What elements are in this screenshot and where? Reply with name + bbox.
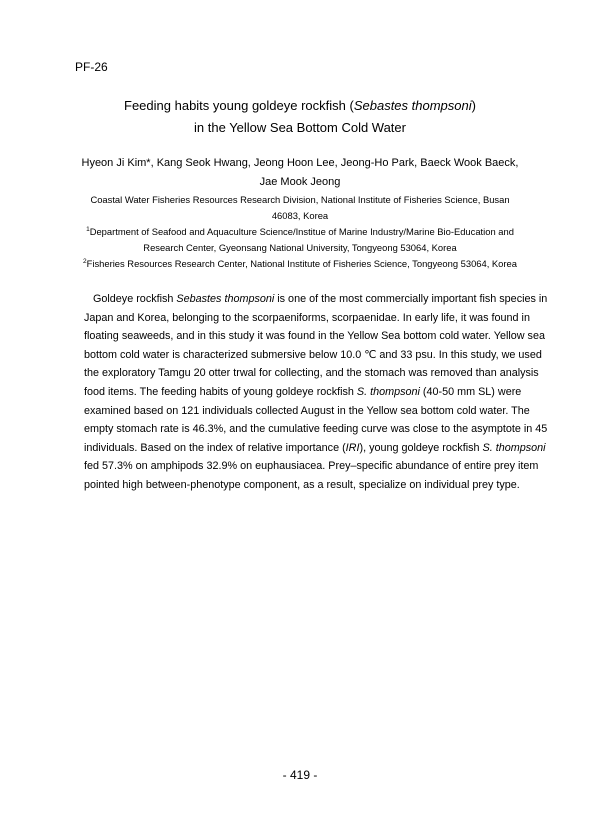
abstract-line-3: floating seaweeds, and in this study it was found in the Yellow Sea bottom cold water. Yellow sea — [84, 330, 545, 343]
iri-italic: IRI — [345, 441, 360, 454]
species-italic: S. thompsoni — [482, 441, 546, 454]
affiliation-2-line-1 — [70, 256, 530, 272]
title-species-italic: Sebastes thompsoni — [353, 98, 472, 113]
page-number: - 419 - — [282, 768, 318, 782]
abstract-text: individuals. Based on the index of relative importance ( — [84, 441, 346, 454]
abstract-text: (40-50 mm SL) were — [419, 385, 522, 398]
authors-line-2: Jae Mook Jeong — [259, 176, 341, 188]
abstract-line-11: pointed high between-phenotype component, as a result, specialize on individual prey type. — [84, 478, 520, 491]
author-list — [70, 154, 530, 192]
affiliation-0-line-2: 46083, Korea — [271, 210, 329, 221]
authors-line-1: Hyeon Ji Kim*, Kang Seok Hwang, Jeong Hoon Lee, Jeong-Ho Park, Baeck Wook Baeck, — [81, 157, 519, 169]
affiliation-2-text: Fisheries Resources Research Center, National Institute of Fisheries Science, Tongyeong 53064, Korea — [86, 258, 517, 269]
title-line-2: in the Yellow Sea Bottom Cold Water — [194, 120, 406, 135]
abstract-line-6 — [84, 383, 522, 402]
affiliation-1-line-1 — [70, 224, 530, 240]
abstract-body — [84, 290, 548, 495]
abstract-line-8: empty stomach rate is 46.3%, and the cumulative feeding curve was close to the asymptote in 45 — [84, 423, 548, 436]
affiliation-2-marker: 2 — [83, 257, 87, 265]
abstract-line-9 — [84, 439, 546, 458]
abstract-line-7: examined based on 121 individuals collected August in the Yellow sea bottom cold water. The — [84, 404, 530, 417]
abstract-line-4: bottom cold water is characterized submersive below 10.0 ℃ and 33 psu. In this study, we used — [84, 348, 542, 361]
title-line-1 — [70, 95, 530, 117]
title-text-close: ) — [471, 98, 476, 113]
affiliation-1-marker: 1 — [86, 225, 90, 233]
abstract-text: is one of the most commercially important fish species in — [274, 293, 548, 305]
abstract-line-5: the exploratory Tamgu 20 otter trwal for collecting, and the stomach was removed than analysis — [84, 367, 539, 380]
abstract-line-10: fed 57.3% on amphipods 32.9% on euphausiacea. Prey–specific abundance of entire prey item — [84, 460, 539, 473]
affiliations — [70, 192, 530, 272]
page-code: PF-26 — [75, 60, 108, 74]
species-italic: Sebastes thompsoni — [176, 293, 275, 305]
paper-title — [70, 95, 530, 139]
affiliation-1-line-2: Research Center, Gyeonsang National University, Tongyeong 53064, Korea — [143, 242, 457, 253]
species-italic: S. thompsoni — [356, 385, 420, 398]
abstract-line-1 — [84, 290, 548, 309]
affiliation-1-text: Department of Seafood and Aquaculture Science/Institue of Marine Industry/Marine Bio-Education and — [89, 226, 514, 237]
abstract-text: ), young goldeye rockfish — [359, 441, 483, 454]
title-text: Feeding habits young goldeye rockfish ( — [124, 98, 354, 113]
affiliation-0-line-1: Coastal Water Fisheries Resources Research Division, National Institute of Fisheries Science, Busan — [90, 194, 510, 205]
abstract-text: food items. The feeding habits of young goldeye rockfish — [84, 385, 357, 398]
abstract-text: Goldeye rockfish — [93, 293, 177, 305]
abstract-line-2: Japan and Korea, belonging to the scorpaeniforms, scorpaenidae. In early life, it was found in — [84, 311, 530, 324]
